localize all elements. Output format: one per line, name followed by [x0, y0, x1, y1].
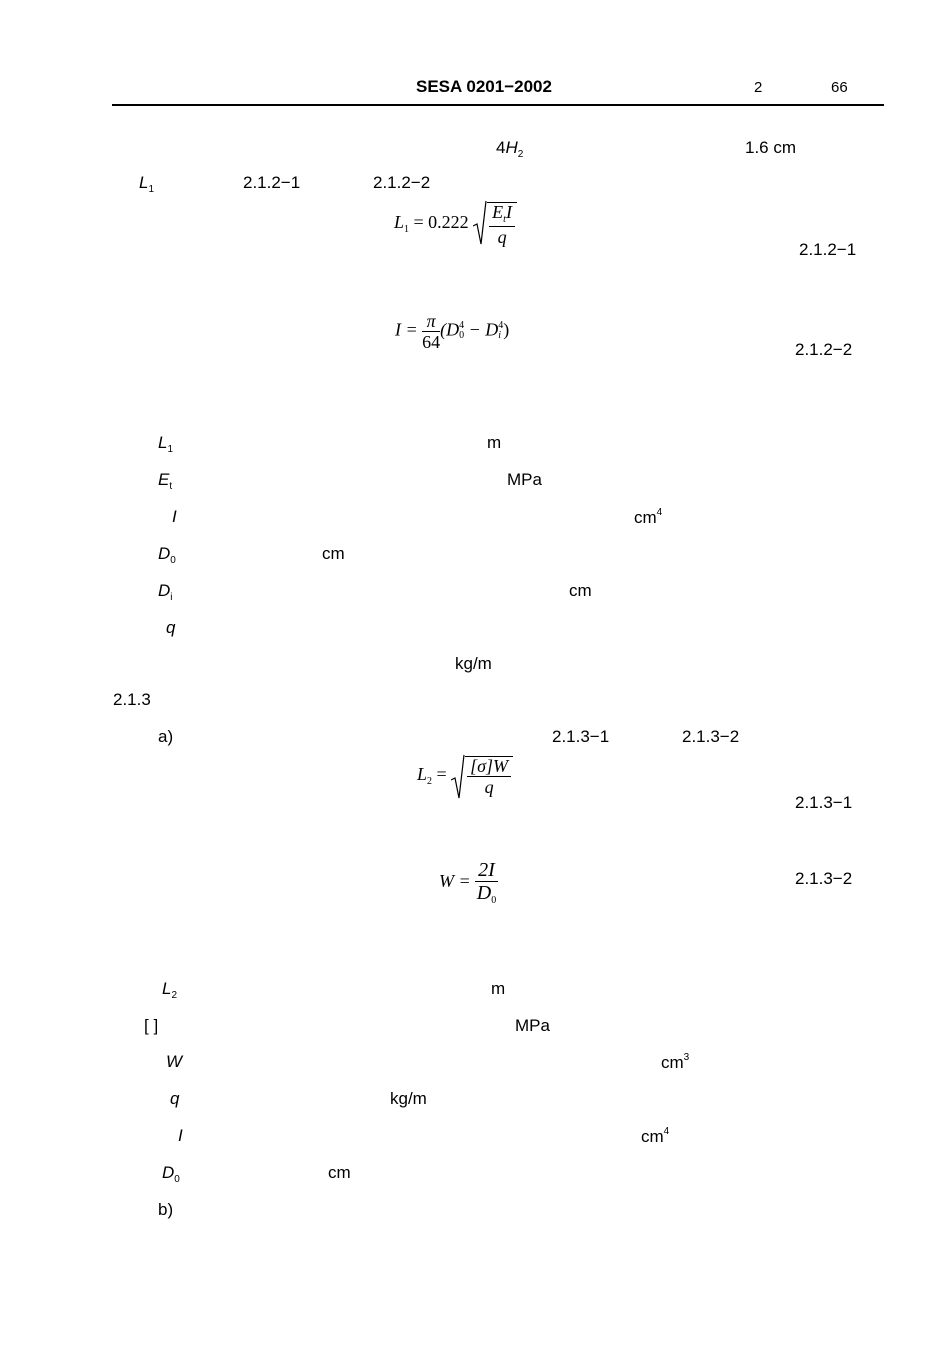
document-code: SESA 0201−2002	[416, 77, 552, 96]
def-symbol-i: I	[178, 1126, 183, 1145]
def-unit: m	[487, 433, 502, 452]
def-symbol-d0: $D_0$	[162, 1163, 180, 1185]
def-symbol-w: W	[166, 1052, 183, 1071]
equation-2-1-2-1: $L_1 = 0.222$ $\frac{E_tI}{q}$	[394, 202, 517, 246]
ref-eq-2-1-3-1: 2.1.3−1	[552, 727, 610, 746]
equation-label: 2.1.3−2	[795, 869, 853, 888]
def-symbol-sigma: [ ]	[144, 1016, 159, 1035]
ref-eq-2-1-2-2: 2.1.2−2	[373, 173, 431, 192]
item-a-label: a)	[158, 727, 174, 746]
def-symbol-q: q	[170, 1089, 180, 1108]
equation-label: 2.1.2−2	[795, 340, 853, 359]
def-symbol-l2: $L_2$	[162, 979, 178, 1001]
page-number: 66	[831, 79, 848, 96]
radical-sign	[473, 200, 487, 246]
def-unit: $cm^4$	[634, 507, 663, 527]
ref-eq-2-1-3-2: 2.1.3−2	[682, 727, 740, 746]
page-section-number: 2	[754, 79, 763, 96]
section-number: 2.1.3	[113, 690, 151, 709]
l1-symbol: $L_1$	[139, 173, 155, 195]
item-b-label: b)	[158, 1200, 174, 1219]
def-unit: kg/m	[455, 654, 492, 673]
def-unit: cm	[569, 581, 592, 600]
def-unit: kg/m	[390, 1089, 427, 1108]
def-symbol-et: $E_t$	[158, 470, 173, 492]
equation-2-1-2-2: I = $\frac{\pi}{64}$ (D 4 0 − D 4 i )	[395, 311, 510, 352]
equation-2-1-3-2: W = $\frac{2I}{D_0}$	[439, 859, 497, 906]
radical-sign	[451, 754, 465, 800]
header-rule	[112, 104, 884, 106]
def-symbol-d0: $D_0$	[158, 544, 176, 566]
def-symbol-l1: $L_1$	[158, 433, 174, 455]
def-unit: m	[491, 979, 506, 998]
def-unit: MPa	[515, 1016, 550, 1035]
def-unit: $cm^3$	[661, 1052, 690, 1072]
def-symbol-i: I	[172, 507, 177, 526]
thickness-value: 1.6 cm	[745, 138, 797, 157]
def-unit: cm	[328, 1163, 351, 1182]
equation-label: 2.1.2−1	[799, 240, 857, 259]
def-unit: cm	[322, 544, 345, 563]
def-symbol-q: q	[166, 618, 176, 637]
ref-eq-2-1-2-1: 2.1.2−1	[243, 173, 301, 192]
def-unit: MPa	[507, 470, 542, 489]
equation-label: 2.1.3−1	[795, 793, 853, 812]
h2-expression: $4H_2$	[496, 138, 524, 160]
def-symbol-di: $D_i$	[158, 581, 173, 603]
def-unit: $cm^4$	[641, 1126, 670, 1146]
equation-2-1-3-1: $L_2$ = $\frac{[\sigma]W}{q}$	[417, 756, 513, 796]
